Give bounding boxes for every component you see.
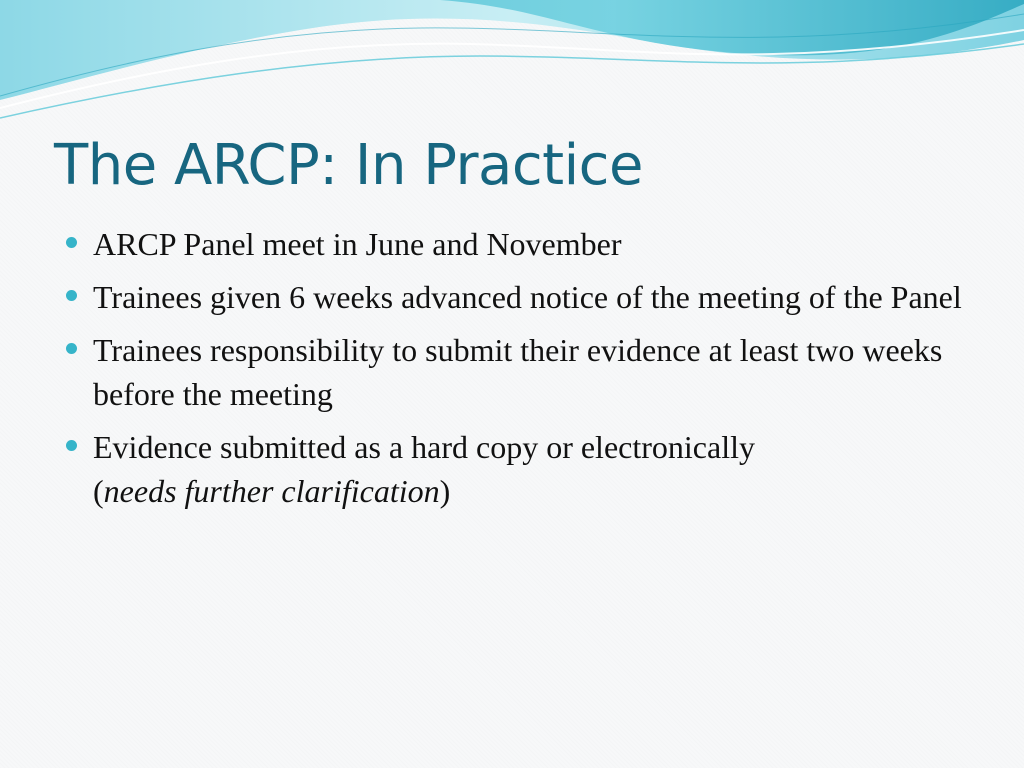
bullet-text: ARCP Panel meet in June and November xyxy=(93,226,622,262)
bullet-item xyxy=(66,275,966,319)
bullet-text: Trainees responsibility to submit their evidence at least two weeks before the meeting xyxy=(93,332,943,412)
bullet-dot-icon xyxy=(66,237,77,248)
paren-open: ( xyxy=(93,473,104,509)
bullet-text: Trainees given 6 weeks advanced notice of the meeting of the Panel xyxy=(93,279,962,315)
paren-close: ) xyxy=(439,473,451,509)
bullet-text: Evidence submitted as a hard copy or electronically xyxy=(93,429,755,465)
bullet-dot-icon xyxy=(66,343,77,354)
bullet-item xyxy=(66,328,966,416)
slide-title: The ARCP: In Practice xyxy=(54,133,643,198)
decorative-wave-header xyxy=(0,0,1024,140)
bullet-italic-note: needs further clarification xyxy=(103,473,440,509)
bullet-dot-icon xyxy=(66,440,77,451)
bullet-dot-icon xyxy=(66,290,77,301)
bullet-item xyxy=(66,425,966,513)
bullet-list xyxy=(66,222,966,522)
bullet-item xyxy=(66,222,966,266)
